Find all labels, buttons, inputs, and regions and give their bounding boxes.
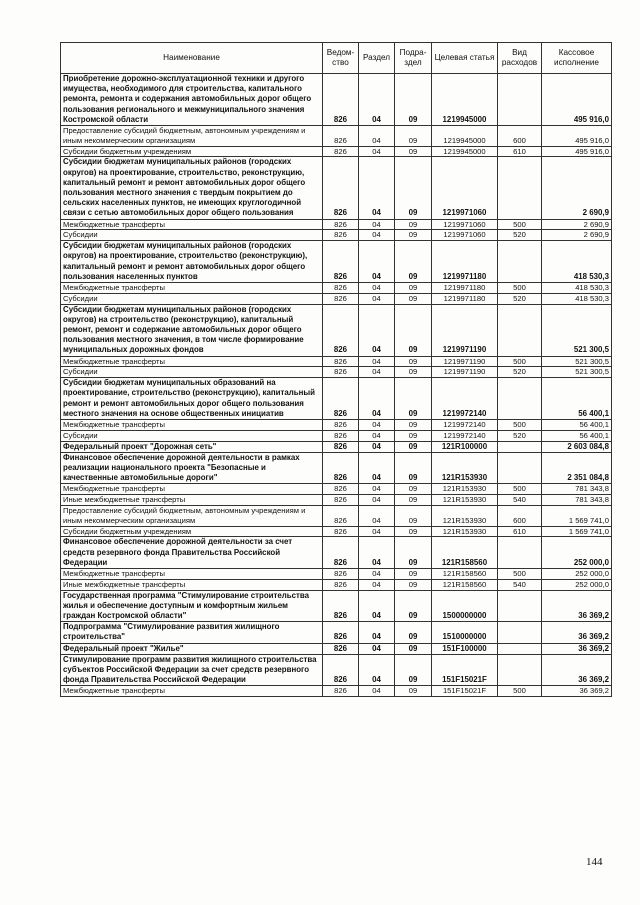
section-cell: 04	[359, 230, 395, 241]
name-cell: Межбюджетные трансферты	[61, 356, 323, 367]
table-row	[61, 241, 612, 283]
ministry-cell: 826	[323, 622, 359, 643]
name-cell: Межбюджетные трансферты	[61, 420, 323, 431]
section-cell: 04	[359, 537, 395, 569]
name-cell: Субсидии	[61, 367, 323, 378]
type-cell: 600	[498, 126, 542, 147]
amount-cell: 252 000,0	[542, 579, 612, 590]
name-cell: Субсидии бюджетам муниципальных районов (городских округов) на проектирование, строительство, реконструкцию, капитальный ремонт и ремонт автомобильных дорог общего пользования местного значения с твердым покрытием до сельских населенных пунктов, не имеющих круглогодичной связи с сетью автомобильных дорог общего пользования	[61, 157, 323, 219]
section-cell: 04	[359, 219, 395, 230]
target-cell: 121R158560	[432, 579, 498, 590]
type-cell: 520	[498, 367, 542, 378]
type-cell: 500	[498, 356, 542, 367]
table-row	[61, 484, 612, 495]
amount-cell: 56 400,1	[542, 430, 612, 441]
amount-cell: 2 690,9	[542, 219, 612, 230]
ministry-cell: 826	[323, 283, 359, 294]
type-cell: 500	[498, 484, 542, 495]
section-cell: 04	[359, 506, 395, 527]
table-row	[61, 441, 612, 452]
amount-cell: 418 530,3	[542, 293, 612, 304]
ministry-cell: 826	[323, 452, 359, 484]
type-cell: 520	[498, 430, 542, 441]
name-cell: Межбюджетные трансферты	[61, 484, 323, 495]
name-cell: Приобретение дорожно-эксплуатационной техники и другого имущества, необходимого для строительства, капитального ремонта, ремонта и содержания автомобильных дорог общего пользования регионального и межмуниципального значения Костромской области	[61, 74, 323, 126]
ministry-cell: 826	[323, 230, 359, 241]
amount-cell: 1 569 741,0	[542, 526, 612, 537]
subsection-cell: 09	[395, 74, 432, 126]
section-cell: 04	[359, 293, 395, 304]
ministry-cell: 826	[323, 74, 359, 126]
subsection-cell: 09	[395, 579, 432, 590]
subsection-cell: 09	[395, 537, 432, 569]
amount-cell: 56 400,1	[542, 420, 612, 431]
table-row	[61, 420, 612, 431]
subsection-cell: 09	[395, 241, 432, 283]
name-cell: Межбюджетные трансферты	[61, 569, 323, 580]
ministry-cell: 826	[323, 506, 359, 527]
type-cell	[498, 241, 542, 283]
section-cell: 04	[359, 526, 395, 537]
name-cell: Субсидии бюджетным учреждениям	[61, 526, 323, 537]
type-cell: 500	[498, 283, 542, 294]
target-cell: 1219971190	[432, 367, 498, 378]
amount-cell: 36 369,2	[542, 686, 612, 697]
table-body	[61, 74, 612, 697]
type-cell: 500	[498, 686, 542, 697]
subsection-cell: 09	[395, 420, 432, 431]
amount-cell: 252 000,0	[542, 569, 612, 580]
ministry-cell: 826	[323, 367, 359, 378]
header-section: Раздел	[359, 43, 395, 74]
amount-cell: 1 569 741,0	[542, 506, 612, 527]
table-row	[61, 452, 612, 484]
type-cell	[498, 452, 542, 484]
name-cell: Субсидии	[61, 293, 323, 304]
subsection-cell: 09	[395, 304, 432, 356]
target-cell: 1219971060	[432, 157, 498, 219]
type-cell: 520	[498, 230, 542, 241]
table-row	[61, 506, 612, 527]
target-cell: 1219971060	[432, 230, 498, 241]
subsection-cell: 09	[395, 441, 432, 452]
name-cell: Финансовое обеспечение дорожной деятельности за счет средств резервного фонда Правительства Российской Федерации	[61, 537, 323, 569]
ministry-cell: 826	[323, 146, 359, 157]
table-row	[61, 495, 612, 506]
target-cell: 1219971060	[432, 219, 498, 230]
subsection-cell: 09	[395, 230, 432, 241]
type-cell	[498, 622, 542, 643]
ministry-cell: 826	[323, 643, 359, 654]
target-cell: 121R153930	[432, 495, 498, 506]
table-row	[61, 579, 612, 590]
ministry-cell: 826	[323, 126, 359, 147]
type-cell: 610	[498, 526, 542, 537]
subsection-cell: 09	[395, 526, 432, 537]
name-cell: Межбюджетные трансферты	[61, 219, 323, 230]
ministry-cell: 826	[323, 495, 359, 506]
ministry-cell: 826	[323, 590, 359, 622]
type-cell	[498, 537, 542, 569]
subsection-cell: 09	[395, 126, 432, 147]
amount-cell: 495 916,0	[542, 74, 612, 126]
name-cell: Субсидии бюджетам муниципальных районов (городских округов) на проектирование, строительство (реконструкцию), капитальный ремонт и ремонт автомобильных дорог общего пользования населенных пунктов	[61, 241, 323, 283]
type-cell: 610	[498, 146, 542, 157]
section-cell: 04	[359, 146, 395, 157]
table-row	[61, 686, 612, 697]
amount-cell: 2 351 084,8	[542, 452, 612, 484]
amount-cell: 521 300,5	[542, 304, 612, 356]
subsection-cell: 09	[395, 378, 432, 420]
target-cell: 121R153930	[432, 506, 498, 527]
name-cell: Федеральный проект "Жилье"	[61, 643, 323, 654]
name-cell: Предоставление субсидий бюджетным, автономным учреждениям и иным некоммерческим организациям	[61, 126, 323, 147]
section-cell: 04	[359, 569, 395, 580]
target-cell: 1219972140	[432, 420, 498, 431]
target-cell: 1219945000	[432, 146, 498, 157]
table-row	[61, 367, 612, 378]
ministry-cell: 826	[323, 537, 359, 569]
target-cell: 121R153930	[432, 484, 498, 495]
type-cell: 600	[498, 506, 542, 527]
subsection-cell: 09	[395, 367, 432, 378]
section-cell: 04	[359, 579, 395, 590]
table-row	[61, 356, 612, 367]
table-row	[61, 283, 612, 294]
section-cell: 04	[359, 157, 395, 219]
name-cell: Стимулирование программ развития жилищного строительства субъектов Российской Федерации за счет средств резервного фонда Правительства Российской Федерации	[61, 654, 323, 686]
ministry-cell: 826	[323, 420, 359, 431]
section-cell: 04	[359, 367, 395, 378]
table-row	[61, 590, 612, 622]
section-cell: 04	[359, 622, 395, 643]
table-row	[61, 126, 612, 147]
amount-cell: 252 000,0	[542, 537, 612, 569]
amount-cell: 521 300,5	[542, 367, 612, 378]
name-cell: Федеральный проект "Дорожная сеть"	[61, 441, 323, 452]
table-row	[61, 219, 612, 230]
header-target: Целевая статья	[432, 43, 498, 74]
ministry-cell: 826	[323, 569, 359, 580]
type-cell: 500	[498, 219, 542, 230]
subsection-cell: 09	[395, 157, 432, 219]
subsection-cell: 09	[395, 293, 432, 304]
ministry-cell: 826	[323, 654, 359, 686]
type-cell	[498, 378, 542, 420]
section-cell: 04	[359, 441, 395, 452]
subsection-cell: 09	[395, 219, 432, 230]
amount-cell: 36 369,2	[542, 590, 612, 622]
name-cell: Межбюджетные трансферты	[61, 686, 323, 697]
ministry-cell: 826	[323, 430, 359, 441]
name-cell: Предоставление субсидий бюджетным, автономным учреждениям и иным некоммерческим организациям	[61, 506, 323, 527]
subsection-cell: 09	[395, 452, 432, 484]
ministry-cell: 826	[323, 293, 359, 304]
table-row	[61, 378, 612, 420]
amount-cell: 521 300,5	[542, 356, 612, 367]
subsection-cell: 09	[395, 484, 432, 495]
header-row	[61, 43, 612, 74]
header-subsection: Подра-здел	[395, 43, 432, 74]
amount-cell: 781 343,8	[542, 495, 612, 506]
section-cell: 04	[359, 304, 395, 356]
amount-cell: 495 916,0	[542, 146, 612, 157]
table-row	[61, 643, 612, 654]
target-cell: 1219945000	[432, 126, 498, 147]
section-cell: 04	[359, 654, 395, 686]
section-cell: 04	[359, 356, 395, 367]
type-cell: 540	[498, 495, 542, 506]
section-cell: 04	[359, 378, 395, 420]
section-cell: 04	[359, 590, 395, 622]
header-name: Наименование	[61, 43, 323, 74]
amount-cell: 495 916,0	[542, 126, 612, 147]
subsection-cell: 09	[395, 495, 432, 506]
section-cell: 04	[359, 643, 395, 654]
section-cell: 04	[359, 283, 395, 294]
target-cell: 1219971190	[432, 304, 498, 356]
table-row	[61, 304, 612, 356]
target-cell: 1219971180	[432, 283, 498, 294]
target-cell: 151F15021F	[432, 654, 498, 686]
subsection-cell: 09	[395, 430, 432, 441]
amount-cell: 2 690,9	[542, 230, 612, 241]
name-cell: Субсидии бюджетам муниципальных образований на проектирование, строительство (реконструкцию), капитальный ремонт и ремонт автомобильных дорог общего пользования местного значения на основе общественных инициатив	[61, 378, 323, 420]
name-cell: Финансовое обеспечение дорожной деятельности в рамках реализации национального проекта "Безопасные и качественные автомобильные дороги"	[61, 452, 323, 484]
type-cell	[498, 157, 542, 219]
amount-cell: 36 369,2	[542, 622, 612, 643]
section-cell: 04	[359, 126, 395, 147]
page-number: 144	[586, 856, 603, 868]
budget-table	[60, 42, 612, 697]
target-cell: 121R158560	[432, 537, 498, 569]
type-cell: 520	[498, 293, 542, 304]
type-cell	[498, 643, 542, 654]
table-row	[61, 654, 612, 686]
subsection-cell: 09	[395, 686, 432, 697]
name-cell: Межбюджетные трансферты	[61, 283, 323, 294]
type-cell	[498, 441, 542, 452]
target-cell: 151F100000	[432, 643, 498, 654]
section-cell: 04	[359, 452, 395, 484]
header-amount: Кассовое исполнение	[542, 43, 612, 74]
amount-cell: 2 603 084,8	[542, 441, 612, 452]
section-cell: 04	[359, 430, 395, 441]
ministry-cell: 826	[323, 356, 359, 367]
section-cell: 04	[359, 484, 395, 495]
amount-cell: 2 690,9	[542, 157, 612, 219]
subsection-cell: 09	[395, 146, 432, 157]
type-cell	[498, 654, 542, 686]
ministry-cell: 826	[323, 378, 359, 420]
table-row	[61, 569, 612, 580]
name-cell: Иные межбюджетные трансферты	[61, 495, 323, 506]
target-cell: 121R153930	[432, 452, 498, 484]
table-row	[61, 293, 612, 304]
ministry-cell: 826	[323, 579, 359, 590]
amount-cell: 781 343,8	[542, 484, 612, 495]
ministry-cell: 826	[323, 526, 359, 537]
subsection-cell: 09	[395, 622, 432, 643]
target-cell: 1219972140	[432, 378, 498, 420]
target-cell: 1219971180	[432, 241, 498, 283]
amount-cell: 418 530,3	[542, 283, 612, 294]
ministry-cell: 826	[323, 686, 359, 697]
amount-cell: 36 369,2	[542, 654, 612, 686]
name-cell: Субсидии	[61, 430, 323, 441]
target-cell: 121R100000	[432, 441, 498, 452]
table-row	[61, 622, 612, 643]
target-cell: 1219971190	[432, 356, 498, 367]
target-cell: 1510000000	[432, 622, 498, 643]
target-cell: 1219972140	[432, 430, 498, 441]
name-cell: Подпрограмма "Стимулирование развития жилищного строительства"	[61, 622, 323, 643]
header-ministry: Ведом-ство	[323, 43, 359, 74]
ministry-cell: 826	[323, 484, 359, 495]
header-type: Вид расходов	[498, 43, 542, 74]
subsection-cell: 09	[395, 506, 432, 527]
subsection-cell: 09	[395, 356, 432, 367]
type-cell: 500	[498, 569, 542, 580]
table-row	[61, 157, 612, 219]
section-cell: 04	[359, 420, 395, 431]
table-row	[61, 74, 612, 126]
subsection-cell: 09	[395, 590, 432, 622]
type-cell	[498, 590, 542, 622]
ministry-cell: 826	[323, 441, 359, 452]
amount-cell: 36 369,2	[542, 643, 612, 654]
target-cell: 121R158560	[432, 569, 498, 580]
section-cell: 04	[359, 241, 395, 283]
name-cell: Субсидии бюджетам муниципальных районов (городских округов) на строительство (реконструкцию), капитальный ремонт, ремонт и содержание автомобильных дорог общего пользования местного значения, в том числе формирование муниципальных дорожных фондов	[61, 304, 323, 356]
type-cell	[498, 304, 542, 356]
section-cell: 04	[359, 495, 395, 506]
name-cell: Государственная программа "Стимулирование строительства жилья и обеспечение доступным и комфортным жильем граждан Костромской области"	[61, 590, 323, 622]
section-cell: 04	[359, 74, 395, 126]
target-cell: 121R153930	[432, 526, 498, 537]
table-row	[61, 230, 612, 241]
table-row	[61, 526, 612, 537]
ministry-cell: 826	[323, 304, 359, 356]
target-cell: 1219971180	[432, 293, 498, 304]
amount-cell: 418 530,3	[542, 241, 612, 283]
target-cell: 1219945000	[432, 74, 498, 126]
name-cell: Субсидии	[61, 230, 323, 241]
amount-cell: 56 400,1	[542, 378, 612, 420]
target-cell: 151F15021F	[432, 686, 498, 697]
subsection-cell: 09	[395, 569, 432, 580]
ministry-cell: 826	[323, 157, 359, 219]
name-cell: Иные межбюджетные трансферты	[61, 579, 323, 590]
type-cell: 500	[498, 420, 542, 431]
table-row	[61, 430, 612, 441]
subsection-cell: 09	[395, 283, 432, 294]
type-cell: 540	[498, 579, 542, 590]
name-cell: Субсидии бюджетным учреждениям	[61, 146, 323, 157]
type-cell	[498, 74, 542, 126]
subsection-cell: 09	[395, 654, 432, 686]
table-row	[61, 537, 612, 569]
target-cell: 1500000000	[432, 590, 498, 622]
subsection-cell: 09	[395, 643, 432, 654]
ministry-cell: 826	[323, 219, 359, 230]
ministry-cell: 826	[323, 241, 359, 283]
section-cell: 04	[359, 686, 395, 697]
table-row	[61, 146, 612, 157]
